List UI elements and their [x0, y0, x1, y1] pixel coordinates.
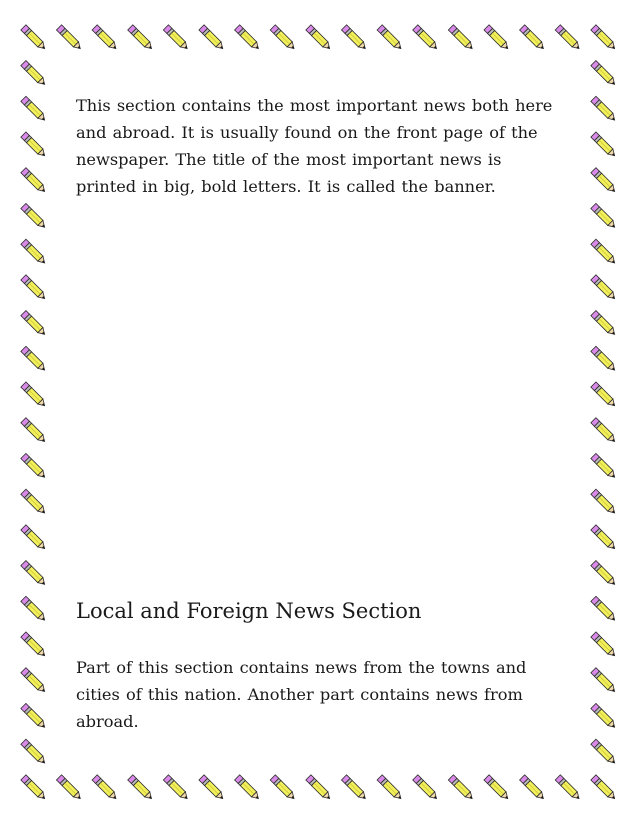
- pencil-icon: [21, 489, 47, 515]
- pencil-icon: [235, 25, 261, 51]
- pencil-icon: [591, 418, 617, 444]
- pencil-icon: [591, 668, 617, 694]
- section-title: Local and Foreign News Section: [76, 599, 422, 623]
- pencil-icon: [199, 775, 225, 801]
- pencil-icon: [21, 132, 47, 158]
- pencil-icon: [21, 703, 47, 729]
- pencil-icon: [21, 346, 47, 372]
- pencil-icon: [21, 561, 47, 587]
- pencil-icon: [591, 311, 617, 337]
- pencil-icon: [21, 61, 47, 87]
- pencil-icon: [92, 775, 118, 801]
- pencil-icon: [128, 775, 154, 801]
- pencil-icon: [591, 453, 617, 479]
- pencil-icon: [56, 25, 82, 51]
- pencil-icon: [21, 311, 47, 337]
- pencil-icon: [591, 61, 617, 87]
- pencil-icon: [484, 25, 510, 51]
- pencil-icon: [413, 25, 439, 51]
- pencil-icon: [341, 25, 367, 51]
- pencil-icon: [591, 382, 617, 408]
- intro-paragraph: This section contains the most important news both here and abroad. It is usually found on the front page of the newspaper. The title of the most important news is printed in big, bold letters. It is called the banner.: [76, 96, 553, 197]
- pencil-icon: [21, 453, 47, 479]
- pencil-icon: [520, 25, 546, 51]
- pencil-icon: [591, 346, 617, 372]
- pencil-icon: [591, 275, 617, 301]
- pencil-icon: [591, 739, 617, 765]
- pencil-icon: [21, 525, 47, 551]
- pencil-icon: [413, 775, 439, 801]
- pencil-icon: [21, 739, 47, 765]
- section-paragraph: Part of this section contains news from the towns and cities of this nation. Another part contains news from abroad.: [76, 658, 527, 732]
- pencil-icon: [377, 25, 403, 51]
- pencil-icon: [56, 775, 82, 801]
- pencil-icon: [448, 775, 474, 801]
- pencil-icon: [591, 239, 617, 265]
- pencil-icon: [591, 25, 617, 51]
- pencil-icon: [591, 489, 617, 515]
- pencil-icon: [21, 203, 47, 229]
- pencil-icon: [21, 25, 47, 51]
- pencil-icon: [377, 775, 403, 801]
- pencil-icon: [21, 775, 47, 801]
- pencil-icon: [591, 596, 617, 622]
- pencil-icon: [235, 775, 261, 801]
- pencil-icon: [591, 168, 617, 194]
- pencil-icon: [591, 632, 617, 658]
- pencil-icon: [21, 596, 47, 622]
- pencil-icon: [341, 775, 367, 801]
- pencil-icon: [591, 96, 617, 122]
- pencil-icon: [591, 775, 617, 801]
- pencil-icon: [21, 168, 47, 194]
- pencil-icon: [128, 25, 154, 51]
- pencil-icon: [21, 96, 47, 122]
- pencil-icon: [163, 775, 189, 801]
- pencil-icon: [21, 668, 47, 694]
- pencil-icon: [484, 775, 510, 801]
- pencil-icon: [163, 25, 189, 51]
- pencil-icon: [591, 703, 617, 729]
- pencil-icon: [591, 132, 617, 158]
- pencil-icon: [21, 632, 47, 658]
- pencil-icon: [555, 25, 581, 51]
- pencil-icon: [306, 775, 332, 801]
- pencil-icon: [591, 203, 617, 229]
- pencil-icon: [591, 525, 617, 551]
- pencil-icon: [448, 25, 474, 51]
- pencil-icon: [306, 25, 332, 51]
- pencil-icon: [555, 775, 581, 801]
- pencil-icon: [92, 25, 118, 51]
- pencil-icon: [270, 775, 296, 801]
- pencil-icon: [21, 418, 47, 444]
- pencil-icon: [21, 382, 47, 408]
- pencil-icon: [199, 25, 225, 51]
- pencil-icon: [21, 275, 47, 301]
- pencil-icon: [520, 775, 546, 801]
- pencil-icon: [591, 561, 617, 587]
- pencil-icon: [270, 25, 296, 51]
- pencil-icon: [21, 239, 47, 265]
